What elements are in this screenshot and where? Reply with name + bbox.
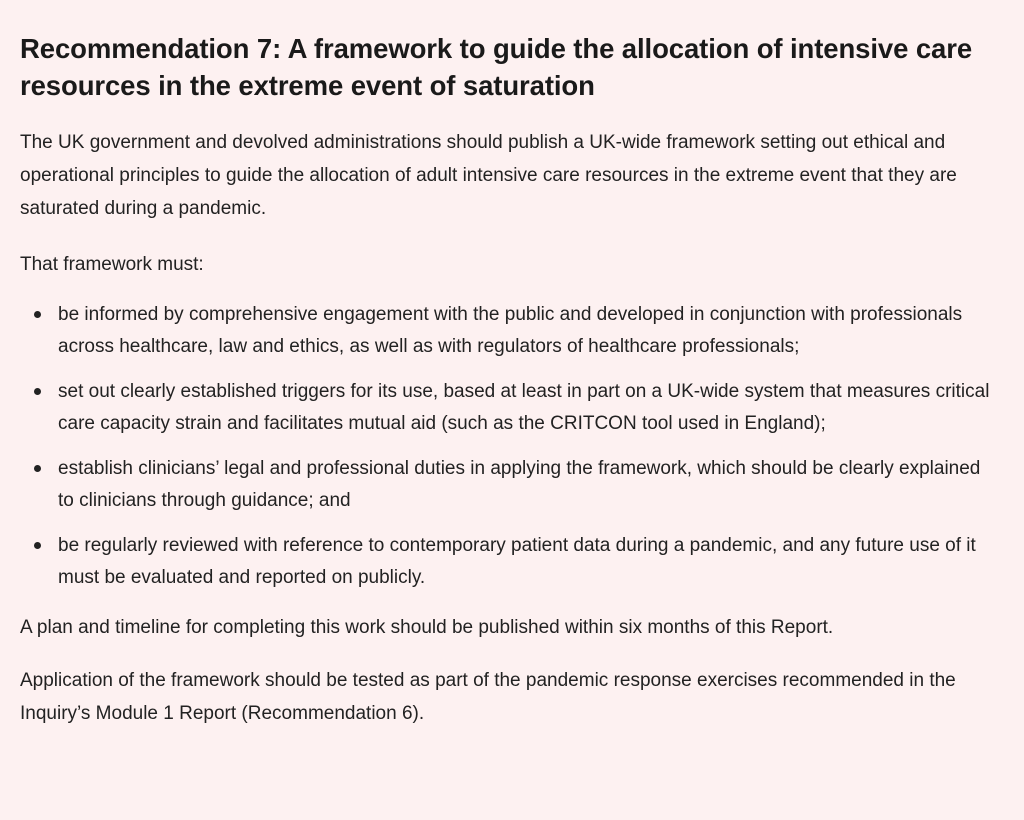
list-item — [20, 299, 994, 363]
testing-paragraph: Application of the framework should be tested as part of the pandemic response exercises recommended in the Inquiry’s Module 1 Report (Recommendation 6). — [20, 670, 956, 724]
recommendation-heading: Recommendation 7: A framework to guide the allocation of intensive care resources in the extreme event of saturation — [20, 33, 973, 101]
requirements-list — [20, 299, 994, 594]
list-item-text: establish clinicians’ legal and professional duties in applying the framework, which should be clearly explained to clinicians through guidance; and — [58, 458, 981, 511]
lead-in-paragraph: That framework must: — [20, 254, 204, 275]
list-item-text: set out clearly established triggers for its use, based at least in part on a UK-wide system that measures critical care capacity strain and facilitates mutual aid (such as the CRITCON tool used in England); — [58, 381, 990, 434]
bullet-icon — [34, 465, 41, 472]
bullet-icon — [34, 388, 41, 395]
list-item-text: be regularly reviewed with reference to contemporary patient data during a pandemic, and any future use of it must be evaluated and reported on publicly. — [58, 535, 976, 588]
list-item — [20, 530, 994, 594]
list-item — [20, 453, 994, 517]
bullet-icon — [34, 311, 41, 318]
plan-paragraph: A plan and timeline for completing this work should be published within six months of this Report. — [20, 617, 834, 638]
bullet-icon — [34, 542, 41, 549]
intro-paragraph: The UK government and devolved administrations should publish a UK-wide framework setting out ethical and operational principles to guide the allocation of adult intensive care resources in the extreme event that they are saturated during a pandemic. — [20, 132, 957, 219]
list-item — [20, 376, 994, 440]
list-item-text: be informed by comprehensive engagement with the public and developed in conjunction with professionals across healthcare, law and ethics, as well as with regulators of healthcare professionals; — [58, 304, 963, 357]
